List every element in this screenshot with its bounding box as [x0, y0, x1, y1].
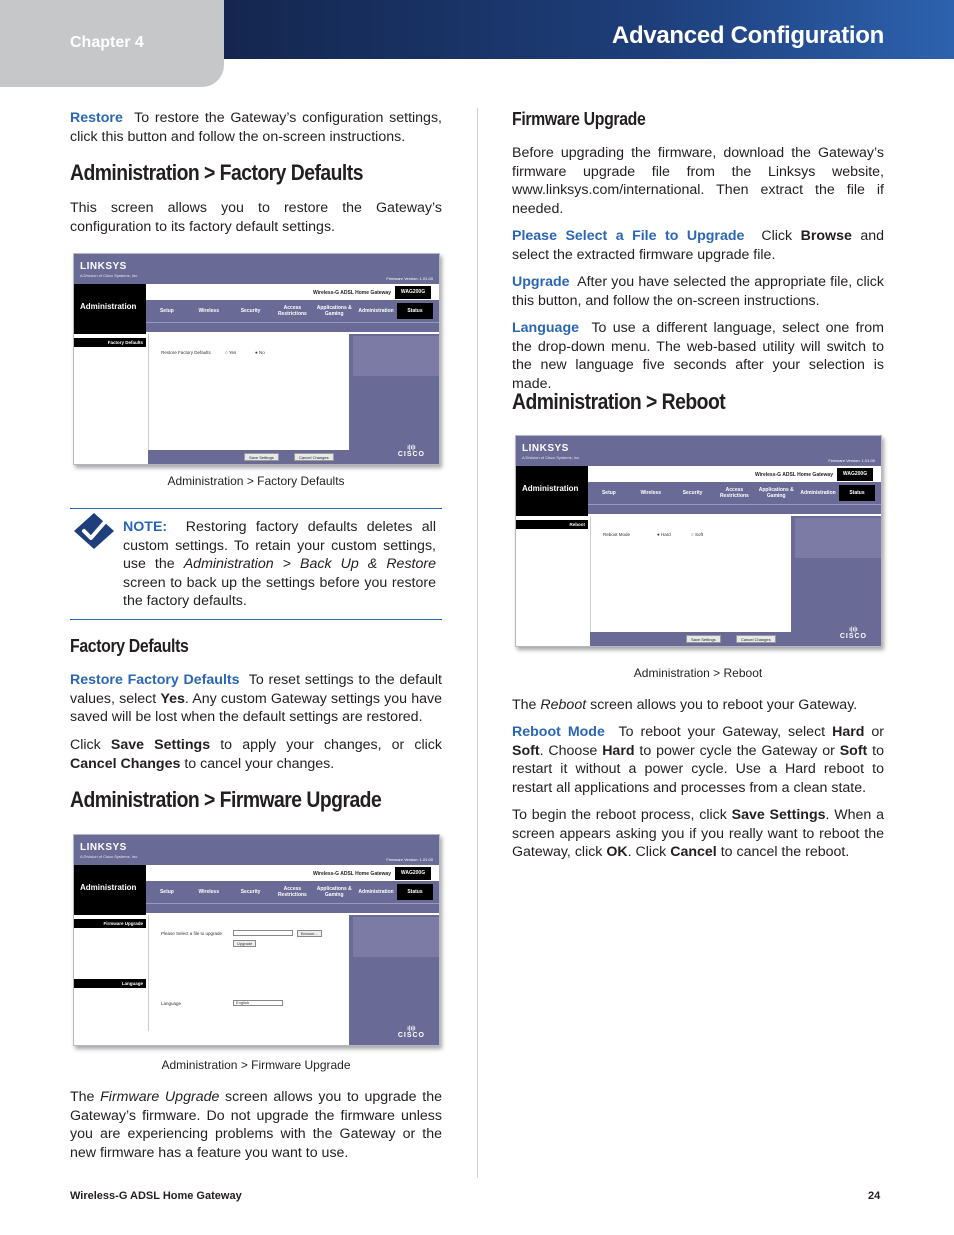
language-label: Language — [161, 1001, 182, 1006]
screen-sidebar — [74, 334, 146, 464]
save-settings-button: Save Settings — [244, 453, 279, 461]
reboot-caption: Administration > Reboot — [633, 666, 763, 680]
sidebar-reboot: Reboot — [516, 520, 588, 529]
page-title: Advanced Configuration — [611, 22, 884, 49]
page-number: 24 — [868, 1190, 881, 1202]
menu-admin: Administration — [358, 308, 394, 314]
rfd-term: Restore Factory Defaults — [70, 672, 240, 688]
help-inner — [353, 336, 439, 376]
cisco-logo: ı|ı|ı CISCO — [397, 1026, 425, 1039]
firmware-paragraph: The Firmware Upgrade screen allows you to upgrade the Gateway’s firmware. Do not upgrade the firmware unless you are experiencing problems with the Gateway or the new firmware has a feature you want to use. — [70, 1089, 442, 1161]
model-badge: WAG200G — [395, 286, 431, 299]
reboot-heading: Administration > Reboot — [512, 389, 726, 414]
firmware-version: Firmware Version: 1.01.00 — [386, 276, 433, 281]
restore-factory-paragraph: Restore Factory Defaults To reset settings to the default values, select Yes. Any custom Gateway settings you have saved will be lost when the default settings are restored. — [70, 672, 442, 726]
menu-security: Security — [240, 308, 261, 314]
language-paragraph: Language To use a different language, select one from the drop-down menu. The web-based utility will switch to the new language five seconds after your selection is made. — [512, 320, 884, 392]
firmware-subheading: Firmware Upgrade — [512, 109, 646, 129]
screen-menu: Setup Wireless Security Access Restrictions Applications & Gaming Administration Status — [146, 881, 439, 903]
product-bar — [146, 284, 439, 300]
note-box — [70, 508, 442, 620]
sidebar-firmware: Firmware Upgrade — [74, 919, 146, 928]
reboot-intro: The Reboot screen allows you to reboot your Gateway. — [512, 697, 858, 713]
upgrade-button: Upgrade — [233, 940, 256, 947]
reboot-mode-label: Reboot Mode — [603, 532, 631, 537]
restore-term: Restore — [70, 110, 123, 126]
file-path-input — [233, 930, 293, 936]
reboot-screenshot: LINKSYS A Division of Cisco Systems, Inc. Firmware Version: 1.01.00 Administration Wireless-G ADSL Home Gateway WAG200G Setup Wireless Security Access Restrictions Applications & Gaming Administration Status Reboot Reboot Mode ● Hard ○ Soft ı|ı|ı CISCO Save Settings Cancel Changes — [515, 435, 882, 647]
firmware-upgrade-heading: Administration > Firmware Upgrade — [70, 787, 382, 812]
restore-field-label: Restore Factory Defaults — [161, 350, 211, 355]
factory-subheading: Factory Defaults — [70, 636, 189, 656]
browse-button: Browse... — [297, 930, 322, 937]
factory-defaults-heading: Administration > Factory Defaults — [70, 160, 363, 185]
sidebar-factory: Factory Defaults — [74, 338, 146, 347]
checkmark-note-icon — [70, 511, 118, 551]
no-radio: ● No — [255, 350, 265, 355]
upgrade-paragraph: Upgrade After you have selected the appropriate file, click this button, and follow the on-screen instructions. — [512, 274, 884, 309]
sidebar-language: Language — [74, 979, 146, 988]
cancel-changes-button: Cancel Changes — [736, 635, 776, 643]
hard-radio: ● Hard — [657, 532, 671, 537]
logo-subtitle: A Division of Cisco Systems, Inc. — [80, 273, 139, 278]
menu-status: Status — [397, 303, 433, 319]
menu-access: Access Restrictions — [277, 305, 307, 317]
chapter-label: Chapter 4 — [70, 34, 144, 51]
firmware-intro: Before upgrading the firmware, download the Gateway’s firmware upgrade file from the Linksys website, www.linksys.com/international. Then extract the file if needed. — [512, 145, 884, 217]
product-name: Wireless-G ADSL Home Gateway — [312, 290, 391, 296]
chapter-tab — [0, 0, 224, 87]
header-bar — [224, 0, 954, 59]
linksys-logo: LINKSYS — [80, 842, 127, 853]
cancel-changes-button: Cancel Changes — [294, 453, 334, 461]
screen-topbar — [74, 254, 439, 284]
screen-menu: Setup Wireless Security Access Restrictions Applications & Gaming Administration Status — [588, 482, 881, 504]
note-text: NOTE: Restoring factory defaults deletes all custom settings. To retain your custom settings, use the Administration > Back Up & Restore screen to back up the settings before you restore the factory defaults. — [123, 519, 436, 610]
column-divider — [477, 108, 478, 1178]
screen-menu — [146, 300, 439, 322]
screen-help-panel — [349, 334, 439, 464]
admin-block: Administration — [516, 466, 588, 516]
restore-paragraph — [70, 109, 442, 146]
factory-intro: This screen allows you to restore the Gateway’s configuration to its factory default settings. — [70, 200, 442, 235]
yes-radio: ○ Yes — [225, 350, 237, 355]
factory-defaults-screenshot — [73, 253, 440, 465]
admin-block: Administration — [74, 865, 146, 915]
screen-footer — [148, 450, 349, 464]
language-select: English — [233, 1000, 283, 1006]
menu-setup: Setup — [159, 308, 174, 314]
menu-wireless: Wireless — [198, 308, 219, 314]
save-settings-button: Save Settings — [686, 635, 721, 643]
admin-block: Administration — [74, 284, 146, 334]
cisco-logo: ı|ı|ı CISCO — [839, 627, 867, 640]
click-save-paragraph: Click Save Settings to apply your changes, or click Cancel Changes to cancel your changes. — [70, 737, 442, 772]
firmware-upgrade-screenshot: LINKSYS A Division of Cisco Systems, Inc. Firmware Version: 1.01.00 Administration Wireless-G ADSL Home Gateway WAG200G Setup Wireless Security Access Restrictions Applications & Gaming Administration Status Firmware Upgrade Language Please Select a file to upgrade Browse... Upgrade Language English ı|ı|ı CISCO — [73, 834, 440, 1046]
factory-caption: Administration > Factory Defaults — [167, 474, 345, 488]
restore-text: To restore the Gateway’s configuration settings, click this button and follow the on-screen instructions. — [70, 110, 442, 145]
screen-content — [148, 334, 349, 450]
footer-product: Wireless-G ADSL Home Gateway — [70, 1190, 242, 1202]
firmware-caption: Administration > Firmware Upgrade — [161, 1058, 351, 1072]
screen-submenu — [146, 322, 439, 332]
select-file-label: Please Select a file to upgrade — [161, 931, 223, 936]
note-reference: Administration > Back Up & Restore — [183, 556, 436, 573]
begin-reboot-paragraph: To begin the reboot process, click Save Settings. When a screen appears asking you if you really want to reboot the Gateway, click OK. Click Cancel to cancel the reboot. — [512, 807, 885, 861]
note-label: NOTE: — [123, 519, 168, 535]
linksys-logo: LINKSYS — [522, 443, 569, 454]
cisco-logo: ı|ı|ı CISCO — [397, 445, 425, 458]
select-file-paragraph: Please Select a File to Upgrade Click Browse and select the extracted firmware upgrade file. — [512, 228, 884, 263]
soft-radio: ○ Soft — [691, 532, 703, 537]
reboot-mode-paragraph: Reboot Mode To reboot your Gateway, select Hard or Soft. Choose Hard to power cycle the Gateway or Soft to restart it without a power cycle. Use a Hard reboot to restart all applications and processes from a clean state. — [512, 724, 885, 796]
menu-apps: Applications & Gaming — [316, 305, 352, 317]
linksys-logo: LINKSYS — [80, 261, 127, 272]
